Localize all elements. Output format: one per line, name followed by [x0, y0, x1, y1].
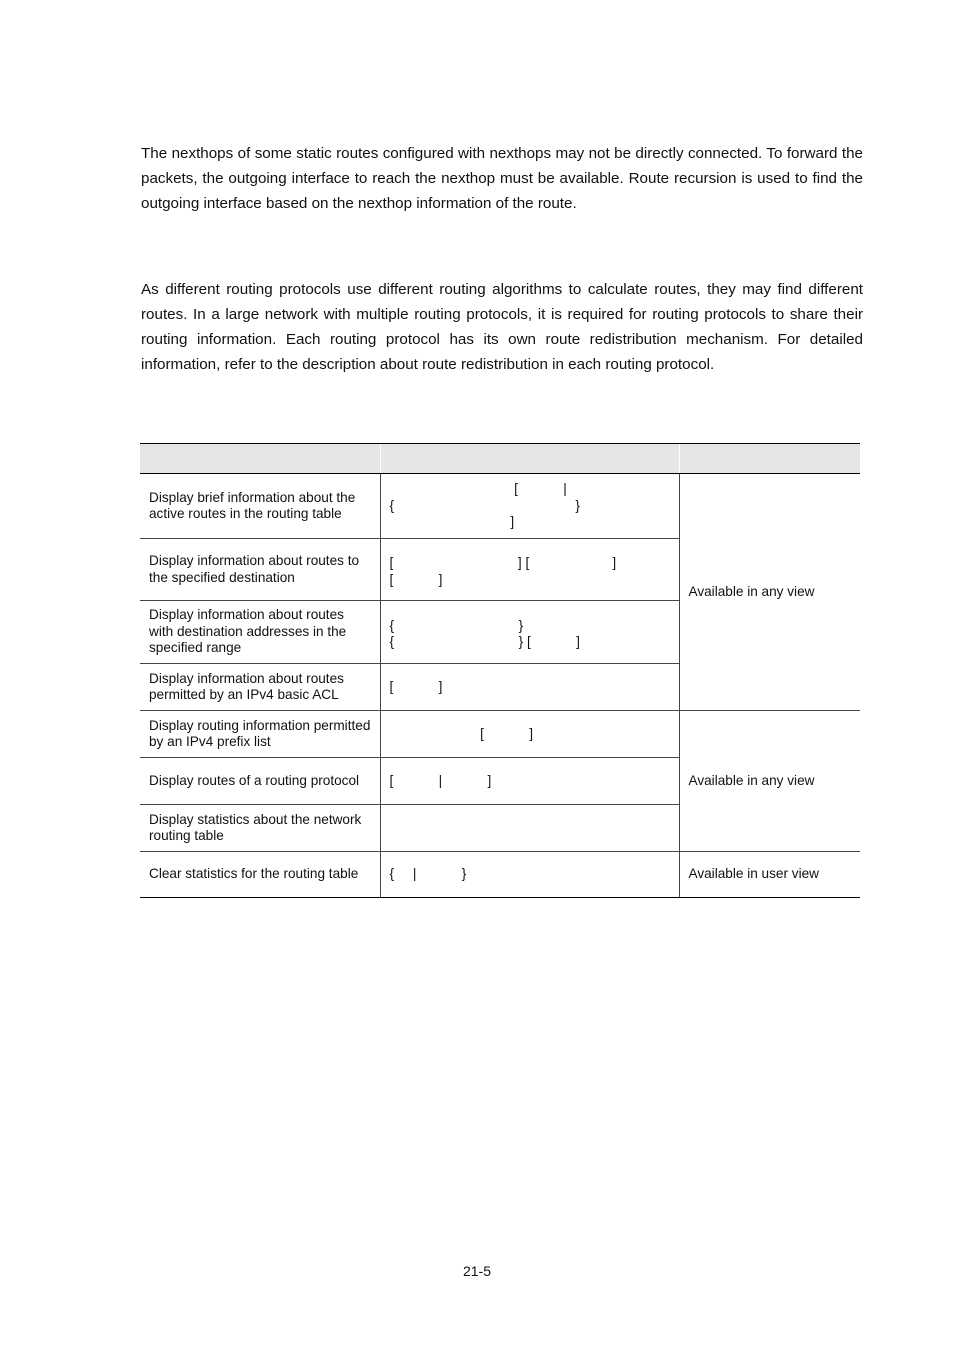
command-cell: [380, 539, 679, 601]
command-cell: [380, 664, 679, 711]
operation-cell: Clear statistics for the routing table: [140, 852, 380, 898]
command-cell: [380, 601, 679, 664]
routing-table-commands-table: [140, 443, 860, 898]
operation-cell: Display routing information permitted by an IPv4 prefix list: [140, 711, 380, 758]
remarks-cell: Available in any view: [679, 711, 860, 852]
header-operation: [140, 444, 380, 474]
operation-cell: Display information about routes with destination addresses in the specified range: [140, 601, 380, 664]
command-line: [ | ]: [389, 772, 492, 788]
operation-cell: Display statistics about the network routing table: [140, 805, 380, 852]
paragraph-route-recursion: The nexthops of some static routes configured with nexthops may not be directly connected. To forward the packets, the outgoing interface to reach the nexthop must be available. Route recursion is used to find the outgoing interface based on the nexthop information of the route.: [141, 145, 863, 212]
command-line: { }: [389, 617, 524, 633]
command-line: [ |: [389, 481, 567, 497]
command-line: ]: [389, 514, 515, 530]
operation-cell: Display information about routes to the specified destination: [140, 539, 380, 601]
command-line: [ ]: [389, 725, 534, 741]
command-line: [ ]: [389, 571, 443, 587]
command-cell: [380, 805, 679, 852]
operation-cell: Display routes of a routing protocol: [140, 758, 380, 805]
table-header-row: [140, 444, 860, 474]
page-number: 21-5: [462, 1263, 492, 1279]
command-line: { }: [389, 497, 580, 513]
table-row: [140, 474, 860, 539]
command-line: { } [ ]: [389, 634, 580, 649]
remarks-cell: Available in user view: [679, 852, 860, 898]
remarks-cell: Available in any view: [679, 474, 860, 711]
command-cell: [380, 852, 679, 898]
command-line: [ ] [ ]: [389, 555, 617, 570]
command-line: [ ]: [389, 678, 443, 694]
operation-cell: Display brief information about the active routes in the routing table: [140, 474, 380, 539]
table-row: [140, 711, 860, 758]
command-cell: [380, 711, 679, 758]
table-row: [140, 852, 860, 898]
command-cell: [380, 474, 679, 539]
command-cell: [380, 758, 679, 805]
header-command: [380, 444, 679, 474]
command-line: { | }: [389, 866, 467, 882]
header-remarks: [679, 444, 860, 474]
paragraph-route-redistribution: As different routing protocols use different routing algorithms to calculate routes, they may find different routes. In a large network with multiple routing protocols, it is required for routing protocols to share their routing information. Each routing protocol has its own route redistribution mechanism. For detailed information, refer to the description about route redistribution in each routing protocol.: [141, 281, 863, 373]
operation-cell: Display information about routes permitted by an IPv4 basic ACL: [140, 664, 380, 711]
